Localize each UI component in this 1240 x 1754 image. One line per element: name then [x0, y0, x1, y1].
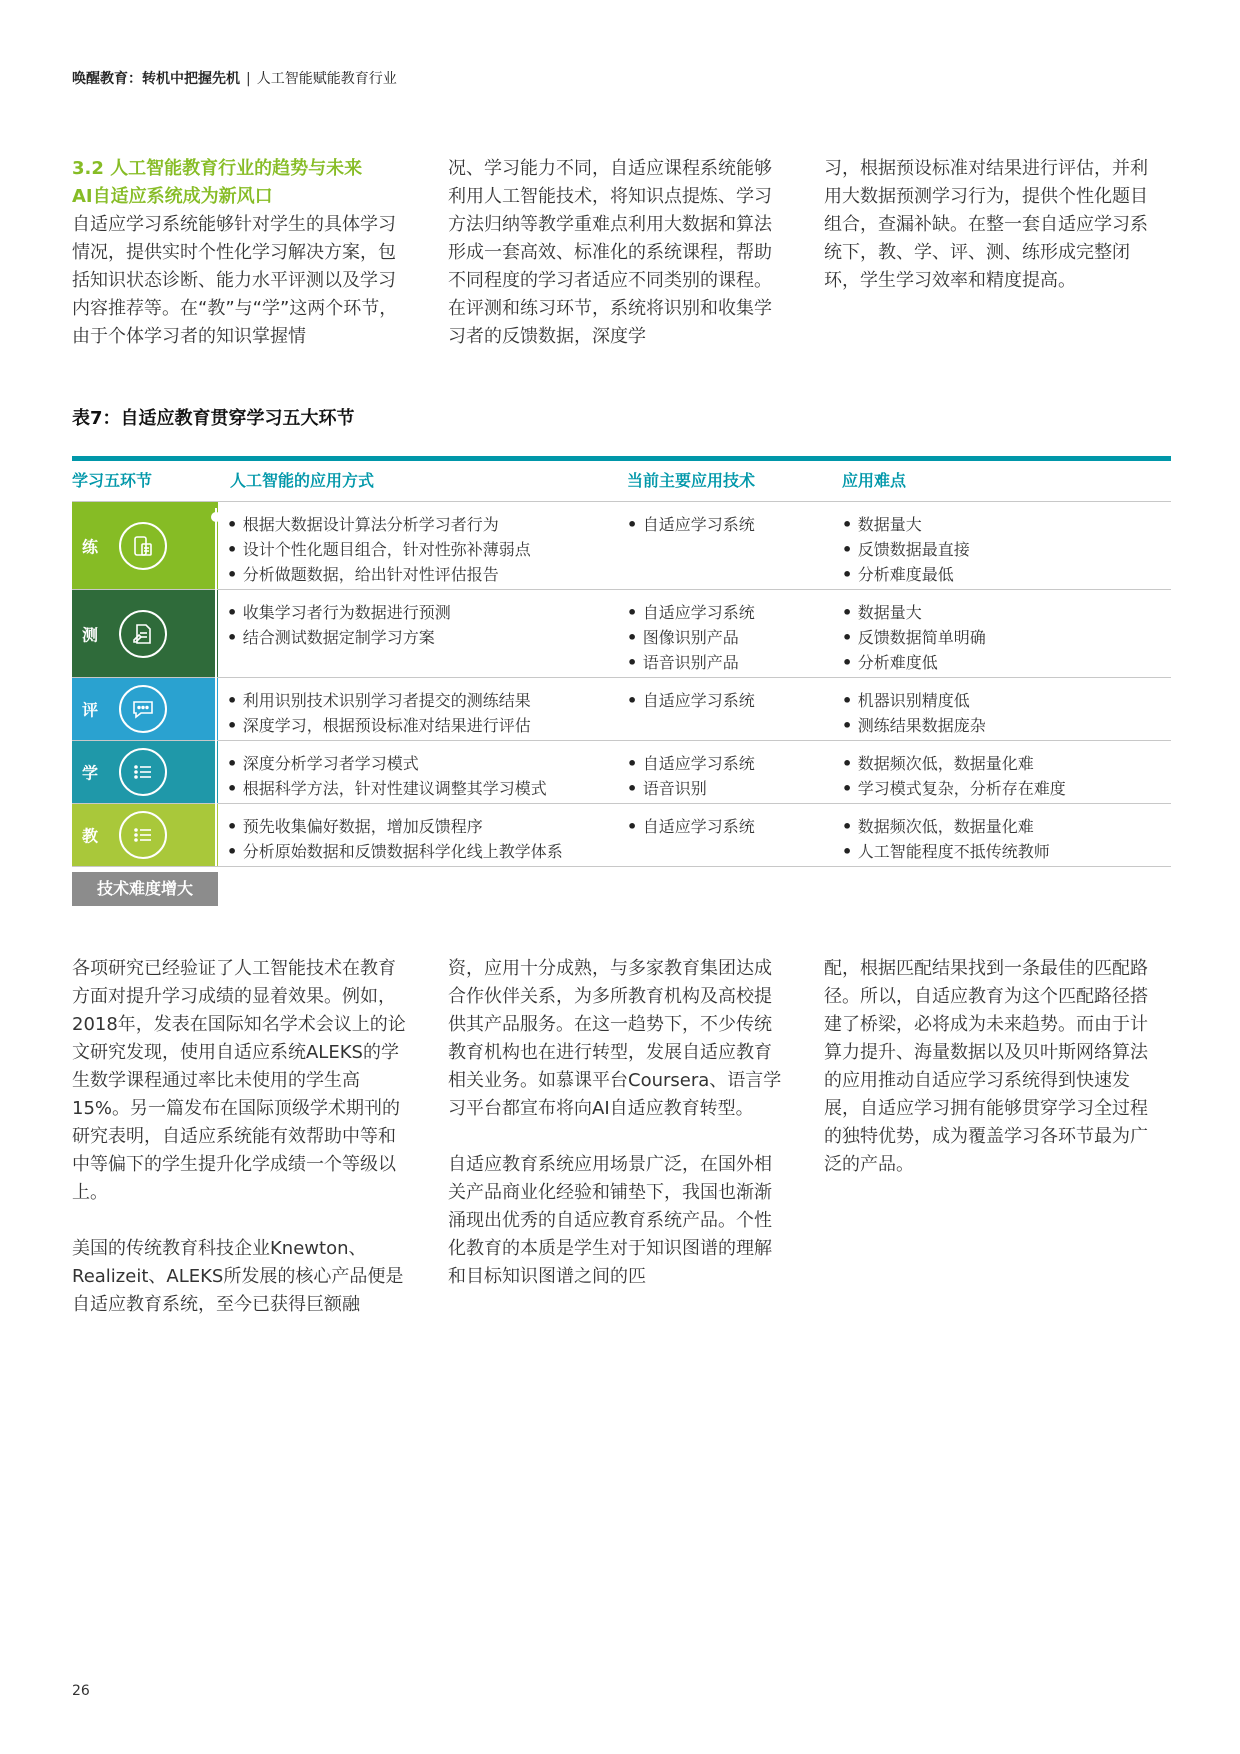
body-paragraph: 资，应用十分成熟，与多家教育集团达成合作伙伴关系，为多所教育机构及高校提供其产品服务。在这一趋势下，不少传统教育机构也在进行转型，发展自适应教育相关业务。如慕课平台Coursera、语言学习平台都宣布将向AI自适应教育转型。: [448, 958, 782, 1119]
table-row: [72, 502, 1171, 590]
table-row: [72, 590, 1171, 678]
intro-column-3: [824, 155, 1164, 295]
tech-list: [627, 600, 755, 675]
list-item: • 根据大数据设计算法分析学习者行为: [227, 512, 531, 537]
header-tech: 当前主要应用技术: [627, 471, 756, 490]
stage-label: 教: [82, 826, 99, 846]
stage-cell: [72, 590, 218, 677]
list-item: • 自适应学习系统: [627, 688, 755, 713]
list-item: • 预先收集偏好数据，增加反馈程序: [227, 814, 563, 839]
header-title: 唤醒教育：转机中把握先机: [72, 71, 240, 87]
intro-column-2: [448, 155, 788, 351]
list-item: • 自适应学习系统: [627, 814, 755, 839]
list-item: • 数据频次低，数据量化难: [842, 751, 1066, 776]
connector-start-dot: [211, 512, 221, 522]
difficulty-list: [842, 814, 1050, 864]
list-item: • 自适应学习系统: [627, 512, 755, 537]
stage-label: 学: [82, 763, 99, 783]
difficulty-list: [842, 751, 1066, 801]
list-item: • 深度学习，根据预设标准对结果进行评估: [227, 713, 531, 738]
list-item: • 人工智能程度不抵传统教师: [842, 839, 1050, 864]
difficulty-list: [842, 600, 986, 675]
list-icon: [119, 811, 167, 859]
body-column-2: [448, 955, 788, 1291]
list-item: • 数据量大: [842, 600, 986, 625]
ai-method-list: [227, 751, 547, 801]
list-item: • 分析难度低: [842, 650, 986, 675]
body-paragraph: 配，根据匹配结果找到一条最佳的匹配路径。所以，自适应教育为这个匹配路径搭建了桥梁，必将成为未来趋势。而由于计算力提升、海量数据以及贝叶斯网络算法的应用推动自适应学习系统得到快速发展，自适应学习拥有能够贯穿学习全过程的独特优势，成为覆盖学习各环节最为广泛的产品。: [824, 958, 1148, 1175]
section-heading-line1: 3.2 人工智能教育行业的趋势与未来: [72, 158, 363, 179]
list-item: • 根据科学方法，针对性建议调整其学习模式: [227, 776, 547, 801]
list-item: • 结合测试数据定制学习方案: [227, 625, 451, 650]
stage-label: 练: [82, 537, 99, 556]
running-header: [72, 68, 397, 88]
stage-label: 评: [82, 700, 99, 720]
chat-bubble-icon: [119, 685, 167, 733]
header-subtitle: 人工智能赋能教育行业: [256, 71, 397, 87]
ai-method-list: [227, 814, 563, 864]
table-row: [72, 678, 1171, 741]
table-title: 表7：自适应教育贯穿学习五大环节: [72, 408, 355, 429]
intro-column-1: [72, 155, 412, 351]
tech-list: [627, 688, 755, 713]
table-header-row: [72, 461, 1171, 502]
section-heading-line2: AI自适应系统成为新风口: [72, 186, 273, 207]
intro-paragraph-1: 自适应学习系统能够针对学生的具体学习情况，提供实时个性化学习解决方案，包括知识状态诊断、能力水平评测以及学习内容推荐等。在“教”与“学”这两个环节，由于个体学习者的知识掌握情: [72, 214, 398, 347]
table-row: [72, 741, 1171, 804]
intro-paragraph-2: 况、学习能力不同，自适应课程系统能够利用人工智能技术，将知识点提炼、学习方法归纳等教学重难点利用大数据和算法形成一套高效、标准化的系统课程，帮助不同程度的学习者适应不同类别的课程。在评测和练习环节，系统将识别和收集学习者的反馈数据，深度学: [448, 158, 772, 347]
body-column-3: [824, 955, 1164, 1179]
difficulty-increase-badge: 技术难度增大: [72, 872, 218, 906]
header-ai-method: 人工智能的应用方式: [230, 471, 375, 490]
list-item: • 分析难度最低: [842, 562, 970, 587]
list-item: • 反馈数据简单明确: [842, 625, 986, 650]
stage-cell: [72, 678, 218, 740]
list-item: • 设计个性化题目组合，针对性弥补薄弱点: [227, 537, 531, 562]
stage-cell: [72, 804, 218, 866]
stage-label: 测: [82, 625, 99, 644]
intro-paragraph-3: 习，根据预设标准对结果进行评估，并利用大数据预测学习行为，提供个性化题目组合，查漏补缺。在整一套自适应学习系统下，教、学、评、测、练形成完整闭环，学生学习效率和精度提高。: [824, 158, 1148, 291]
stage-cell: [72, 502, 218, 589]
table-row: [72, 804, 1171, 867]
body-column-1: [72, 955, 412, 1319]
list-item: • 自适应学习系统: [627, 600, 755, 625]
tech-list: [627, 512, 755, 537]
list-item: • 学习模式复杂，分析存在难度: [842, 776, 1066, 801]
body-paragraph: 自适应教育系统应用场景广泛，在国外相关产品商业化经验和铺垫下，我国也渐渐涌现出优秀的自适应教育系统产品。个性化教育的本质是学生对于知识图谱的理解和目标知识图谱之间的匹: [448, 1154, 772, 1287]
header-difficulty: 应用难点: [842, 471, 907, 490]
list-item: • 语音识别产品: [627, 650, 755, 675]
ai-method-list: [227, 688, 531, 738]
difficulty-list: [842, 688, 986, 738]
difficulty-list: [842, 512, 970, 587]
list-item: • 深度分析学习者学习模式: [227, 751, 547, 776]
ai-method-list: [227, 600, 451, 650]
list-item: • 分析做题数据，给出针对性评估报告: [227, 562, 531, 587]
list-item: • 图像识别产品: [627, 625, 755, 650]
list-item: • 数据量大: [842, 512, 970, 537]
stage-cell: [72, 741, 218, 803]
body-paragraph: 各项研究已经验证了人工智能技术在教育方面对提升学习成绩的显着效果。例如，2018年，发表在国际知名学术会议上的论文研究发现，使用自适应系统ALEKS的学生数学课程通过率比未使用的学生高15%。另一篇发布在国际顶级学术期刊的研究表明，自适应系统能有效帮助中等和中等偏下的学生提升化学成绩一个等级以上。: [72, 958, 406, 1203]
ai-method-list: [227, 512, 531, 587]
list-item: • 收集学习者行为数据进行预测: [227, 600, 451, 625]
stage-connector-line: [215, 508, 217, 866]
list-item: • 自适应学习系统: [627, 751, 755, 776]
list-item: • 语音识别: [627, 776, 755, 801]
tech-list: [627, 814, 755, 839]
learning-stages-table: [72, 456, 1171, 867]
list-item: • 测练结果数据庞杂: [842, 713, 986, 738]
page-number: 26: [72, 1683, 90, 1699]
phone-doc-icon: [119, 522, 167, 570]
header-stage: 学习五环节: [72, 471, 153, 490]
list-item: • 反馈数据最直接: [842, 537, 970, 562]
list-item: • 数据频次低，数据量化难: [842, 814, 1050, 839]
tech-list: [627, 751, 755, 801]
list-item: • 机器识别精度低: [842, 688, 986, 713]
test-paper-icon: [119, 610, 167, 658]
body-paragraph: 美国的传统教育科技企业Knewton、Realizeit、ALEKS所发展的核心产品便是自适应教育系统，至今已获得巨额融: [72, 1238, 404, 1315]
list-icon: [119, 748, 167, 796]
list-item: • 分析原始数据和反馈数据科学化线上教学体系: [227, 839, 563, 864]
header-separator: |: [246, 71, 251, 87]
list-item: • 利用识别技术识别学习者提交的测练结果: [227, 688, 531, 713]
table-body: [72, 502, 1171, 867]
